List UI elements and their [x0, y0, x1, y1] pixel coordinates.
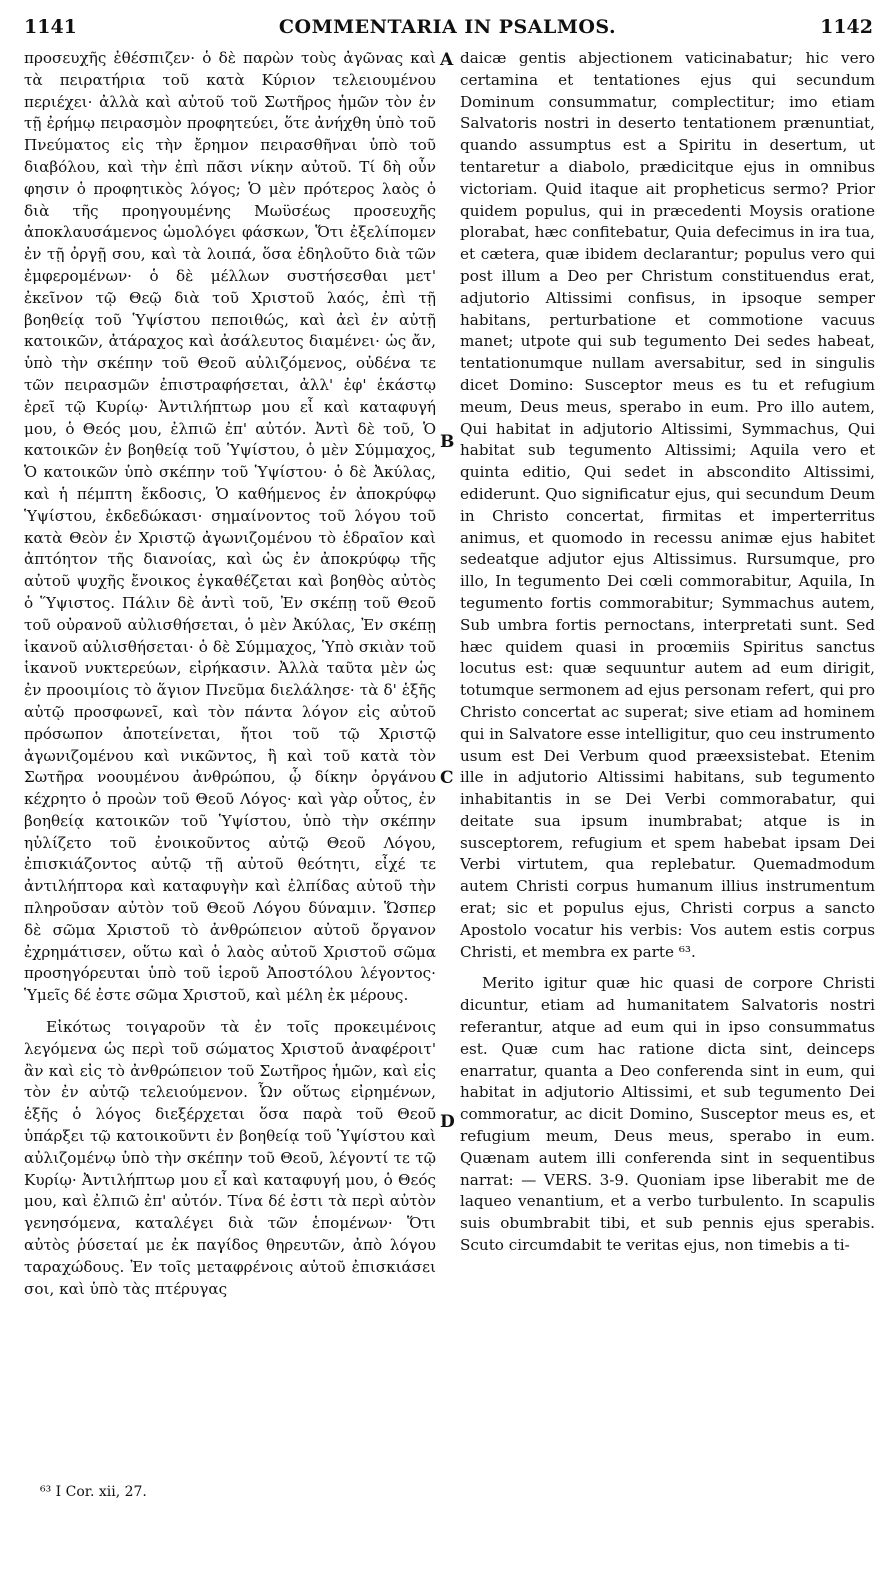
margin-letter-d: D [440, 1112, 455, 1132]
greek-paragraph-2: Εἰκότως τοιγαροῦν τὰ ἐν τοῖς προκειμένοις λεγόμενα ὡς περὶ τοῦ σώματος Χριστοῦ ἀναφέροιτ' ἂν καὶ εἰς τὸ ἀνθρώπειον τοῦ Σωτῆρος ἡμῶν, καὶ εἰς τὸν ἐν αὐτῷ τελειούμενον. Ὧν οὕτως εἰρημένων, ἑξῆς ὁ λόγος διεξέρχεται ὅσα παρὰ τοῦ Θεοῦ ὑπάρξει τῷ κατοικοῦντι ἐν βοηθείᾳ τοῦ Ὑψίστου καὶ αὐλιζομένῳ ὑπὸ τὴν σκέπην τοῦ Θεοῦ, λέγοντί τε τῷ Κυρίῳ· Ἀντιλήπτωρ μου εἶ καὶ καταφυγή μου, ὁ Θεός μου, καὶ ἐλπιῶ ἐπ' αὐτόν. Τίνα δέ ἐστι τὰ περὶ αὐτὸν γενησόμενα, καταλέγει διὰ τῶν ἑπομένων· Ὅτι αὐτὸς ῥύσεταί με ἐκ παγίδος θηρευτῶν, ἀπὸ λόγου ταραχώδους. Ἐν τοῖς μεταφρένοις αὐτοῦ ἐπισκιάσει σοι, καὶ ὑπὸ τὰς πτέρυγας [24, 1018, 436, 1298]
greek-column [24, 48, 436, 1300]
margin-letter-b: B [440, 432, 455, 452]
margin-letter-c: C [440, 768, 454, 788]
latin-column [460, 48, 875, 1257]
left-page-number: 1141 [24, 16, 77, 38]
right-page-number: 1142 [820, 16, 873, 38]
latin-paragraph-1: daicæ gentis abjectionem vaticinabatur; hic vero certamina et tentationes ejus qui secundum Dominum consummatur, complectitur; imo etiam Salvatoris nostri in deserto tentationem prænuntiat, quando assumptus est a Spiritu in desertum, ut tentaretur a diabolo, prædicitque ejus in omnibus victoriam. Quid itaque ait propheticus sermo? Prior quidem populus, qui in præcedenti Moysis oratione plorabat, hæc confitebatur, Quia defecimus in ira tua, et cætera, quæ ibidem declarantur; populus vero qui post illum a Deo per Christum constituendus erat, adjutorio Altissimi confisus, in ipsoque semper habitans, perturbatione et commotione vacuus manet; utpote qui sub tegumento Dei sedes habeat, tentationumque nullam aversabitur, sed in singulis dicet Domino: Susceptor meus es tu et refugium meum, Deus meus, sperabo in eum. Pro illo autem, Qui habitat in adjutorio Altissimi, Symmachus, Qui habitat sub tegumento Altissimi; Aquila vero et quinta editio, Qui sedet in abscondito Altissimi, ediderunt. Quo significatur ejus, qui secundum Deum in Christo concertat, firmitas et imperterritus animus, et quomodo in recessu animæ ejus habitet sedeatque adjutor ejus Altissimus. Rursumque, pro illo, In tegumento Dei cœli commorabitur, Aquila, In tegumento fortis commorabitur; Symmachus autem, Sub umbra fortis pernoctans, interpretati sunt. Sed hæc quidem quasi in proœmiis Spiritus sanctus locutus est: quæ sequuntur autem ad eum dirigit, totumque sermonem ad ejus personam refert, qui pro Christo concertat ac superat; sive etiam ad hominem qui in Salvatore esse intelligitur, quo ceu instrumento usum est Dei Verbum quod præexsistebat. Etenim ille in adjutorio Altissimi habitans, sub tegumento inhabitantis in se Dei Verbi commorabatur, qui deitate sua ipsum inumbrabat; atque is in susceptorem, refugium et spem habebat ipsam Dei Verbi virtutem, qua replebatur. Quemadmodum autem Christi corpus humanum illius instrumentum erat; sic et populus ejus, Christi corpus a sancto Apostolo vocatur his verbis: Vos autem estis corpus Christi, et membra ex parte ⁶³. [460, 49, 875, 961]
margin-letter-a: A [440, 50, 454, 70]
running-title: COMMENTARIA IN PSALMOS. [278, 16, 617, 38]
greek-paragraph-1: προσευχῆς ἐθέσπιζεν· ὁ δὲ παρὼν τοὺς ἀγῶνας καὶ τὰ πειρατήρια τοῦ κατὰ Κύριον τελειουμένου περιέχει· ἀλλὰ καὶ αὐτοῦ τοῦ Σωτῆρος ἡμῶν τὸν ἐν τῇ ἐρήμῳ πειρασμὸν προφητεύει, ὅτε ἀνήχθη ὑπὸ τοῦ Πνεύματος εἰς τὴν ἔρημον πειρασθῆναι ὑπὸ τοῦ διαβόλου, καὶ τὴν ἐπὶ πᾶσι νίκην αὐτοῦ. Τί δὴ οὖν φησιν ὁ προφητικὸς λόγος; Ὁ μὲν πρότερος λαὸς ὁ διὰ τῆς προηγουμένης Μωϋσέως προσευχῆς ἀποκλαυσάμενος ὡμολόγει φάσκων, Ὅτι ἐξελίπομεν ἐν τῇ ὀργῇ σου, καὶ τὰ λοιπά, ὅσα ἐδηλοῦτο διὰ τῶν ἐμφερομένων· ὁ δὲ μέλλων συστήσεσθαι μετ' ἐκεῖνον τῷ Θεῷ διὰ τοῦ Χριστοῦ λαός, ἐπὶ τῇ βοηθείᾳ τοῦ Ὑψίστου πεποιθώς, καὶ ἀεὶ ἐν αὐτῇ κατοικῶν, ἀτάραχος καὶ ἀσάλευτος διαμένει· ὡς ἄν, ὑπὸ τὴν σκέπην τοῦ Θεοῦ αὐλιζόμενος, οὐδένα τε τῶν πειρασμῶν ἐπιστραφήσεται, ἀλλ' ἐφ' ἑκάστῳ ἐρεῖ τῷ Κυρίῳ· Ἀντιλήπτωρ μου εἶ καὶ καταφυγή μου, ὁ Θεός μου, ἐλπιῶ ἐπ' αὐτόν. Ἀντὶ δὲ τοῦ, Ὁ κατοικῶν ἐν βοηθείᾳ τοῦ Ὑψίστου, ὁ μὲν Σύμμαχος, Ὁ κατοικῶν ὑπὸ σκέπην τοῦ Ὑψίστου· ὁ δὲ Ἀκύλας, καὶ ἡ πέμπτη ἔκδοσις, Ὁ καθήμενος ἐν ἀποκρύφῳ Ὑψίστου, ἐκδεδώκασι· σημαίνοντος τοῦ λόγου τοῦ κατὰ Θεὸν ἐν Χριστῷ ἀγωνιζομένου τὸ ἑδραῖον καὶ ἀπτόητον τῆς διανοίας, καὶ ὡς ἐν ἀποκρύφῳ τῆς αὐτοῦ ψυχῆς ἔνοικος ἐγκαθέζεται καὶ βοηθὸς αὐτὸς ὁ Ὕψιστος. Πάλιν δὲ ἀντὶ τοῦ, Ἐν σκέπῃ τοῦ Θεοῦ τοῦ οὐρανοῦ αὐλισθήσεται, ὁ μὲν Ἀκύλας, Ἐν σκέπῃ ἱκανοῦ αὐλισθήσεται· ὁ δὲ Σύμμαχος, Ὑπὸ σκιὰν τοῦ ἱκανοῦ νυκτερεύων, εἰρήκασιν. Ἀλλὰ ταῦτα μὲν ὡς ἐν προοιμίοις τὸ ἅγιον Πνεῦμα διελάλησε· τὰ δ' ἑξῆς αὐτῷ προσφωνεῖ, καὶ τὸν πάντα λόγον εἰς αὐτοῦ πρόσωπον ἀποτείνεται, ἤτοι τοῦ τῷ Χριστῷ ἀγωνιζομένου καὶ νικῶντος, ἢ καὶ τοῦ κατὰ τὸν Σωτῆρα νοουμένου ἀνθρώπου, ᾧ δίκην ὀργάνου κέχρητο ὁ προὼν τοῦ Θεοῦ Λόγος· καὶ γὰρ οὗτος, ἐν βοηθείᾳ κατοικῶν τοῦ Ὑψίστου, ὑπὸ τὴν σκέπην ηὐλίζετο τοῦ ἐνοικοῦντος αὐτῷ Θεοῦ Λόγου, ἐπισκιάζοντος αὐτῷ τῇ αὐτοῦ θεότητι, εἶχέ τε ἀντιλήπτορα καὶ καταφυγὴν καὶ ἐλπίδας αὐτοῦ τὴν πληροῦσαν αὐτὸν τοῦ Θεοῦ Λόγου δύναμιν. Ὥσπερ δὲ σῶμα Χριστοῦ τὸ ἀνθρώπειον αὐτοῦ ὄργανον ἐχρημάτισεν, οὕτω καὶ ὁ λαὸς αὐτοῦ Χριστοῦ σῶμα προσηγόρευται ὑπὸ τοῦ ἱεροῦ Ἀποστόλου λέγοντος· Ὑμεῖς δέ ἐστε σῶμα Χριστοῦ, καὶ μέλη ἐκ μέρους. [24, 49, 436, 1005]
latin-paragraph-2: Merito igitur quæ hic quasi de corpore Christi dicuntur, etiam ad humanitatem Salvatoris nostri referantur, atque ad eum qui in ipso consummatus est. Quæ cum hac ratione dicta sint, deinceps enarratur, quanta a Deo conferenda sint in eum, qui habitat in adjutorio Altissimi, et sub tegumento Dei commoratur, ac dicit Domino, Susceptor meus es, et refugium meum, Deus meus, sperabo in eum. Quænam autem illi conferenda sint in sequentibus narrat: — VERS. 3-9. Quoniam ipse liberabit me de laqueo venantium, et a verbo turbulento. In scapulis suis obumbrabit tibi, et sub pennis ejus sperabis. Scuto circumdabit te veritas ejus, non timebis a ti- [460, 974, 875, 1255]
footnote: ⁶³ I Cor. xii, 27. [40, 1484, 147, 1500]
